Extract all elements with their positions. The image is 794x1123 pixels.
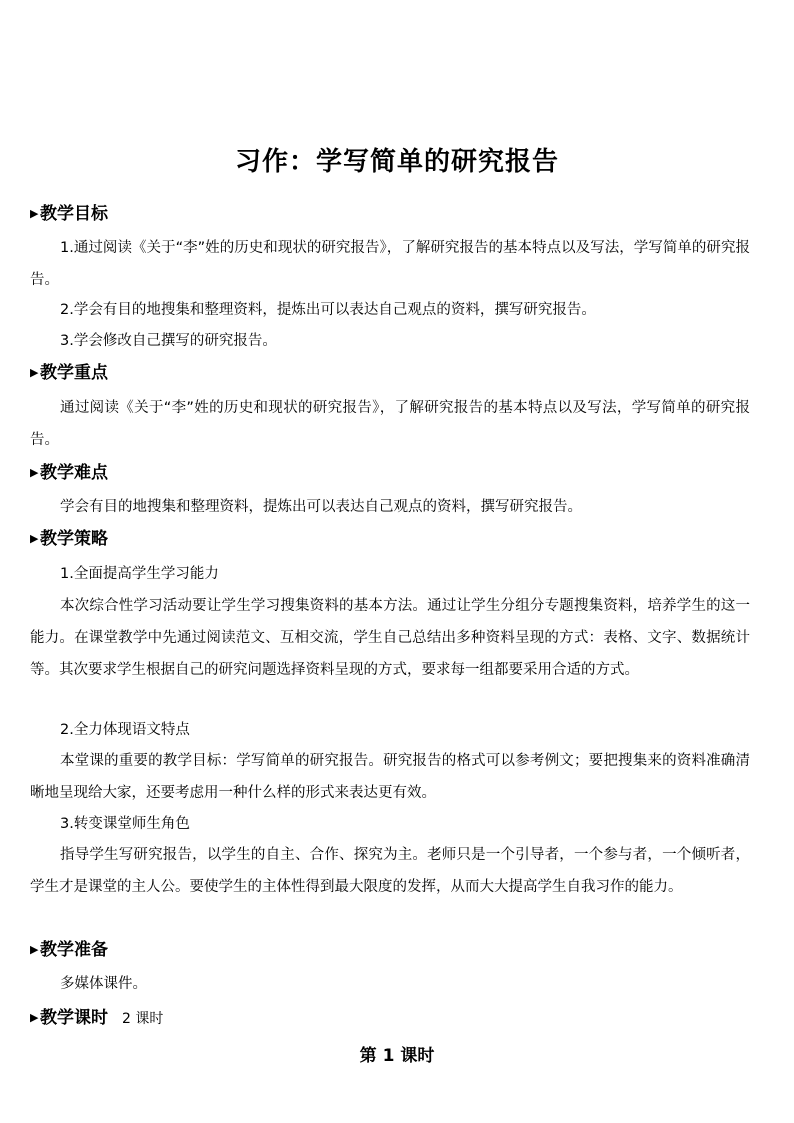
preparation-text: 多媒体课件。 xyxy=(60,976,147,992)
heading-text: 教学准备 xyxy=(40,940,108,960)
section-heading-preparation xyxy=(30,938,108,962)
section-heading-goals xyxy=(30,202,108,226)
triangle-marker-icon: ▶ xyxy=(30,943,39,956)
strategy-text-3: 指导学生写研究报告，以学生的自主、合作、探究为主。老师只是一个引导者，一个参与者，一个倾听者，学生才是课堂的主人公。要使学生的主体性得到最大限度的发挥，从而大大提高学生自我习作的能力。 xyxy=(30,847,750,895)
section-heading-difficulties xyxy=(30,461,108,485)
hours-value: 2 课时 xyxy=(122,1011,164,1027)
goal-item-1: 1.通过阅读《关于“李”姓的历史和现状的研究报告》，了解研究报告的基本特点以及写法，学写简单的研究报告。 xyxy=(30,240,750,288)
document-title: 习作：学写简单的研究报告 xyxy=(234,147,559,177)
heading-text: 教学策略 xyxy=(40,529,108,549)
triangle-marker-icon: ▶ xyxy=(30,207,39,220)
key-points-text: 通过阅读《关于“李”姓的历史和现状的研究报告》，了解研究报告的基本特点以及写法，学写简单的研究报告。 xyxy=(30,400,750,448)
goal-item-2: 2.学会有目的地搜集和整理资料，提炼出可以表达自己观点的资料，撰写研究报告。 xyxy=(60,302,596,318)
heading-text: 教学目标 xyxy=(40,204,108,224)
goal-item-3: 3.学会修改自己撰写的研究报告。 xyxy=(60,333,277,349)
heading-text: 教学课时 xyxy=(40,1008,108,1028)
section-heading-key-points xyxy=(30,361,108,385)
strategy-text-1: 本次综合性学习活动要让学生学习搜集资料的基本方法。通过让学生分组分专题搜集资料，培养学生的这一能力。在课堂教学中先通过阅读范文、互相交流，学生自己总结出多种资料呈现的方式：表格、文字、数据统计等。其次要求学生根据自己的研究问题选择资料呈现的方式，要求每一组都要采用合适的方式。 xyxy=(30,598,750,678)
strategy-title-3: 3.转变课堂师生角色 xyxy=(60,816,190,832)
difficulties-text: 学会有目的地搜集和整理资料，提炼出可以表达自己观点的资料，撰写研究报告。 xyxy=(60,499,582,515)
triangle-marker-icon: ▶ xyxy=(30,466,39,479)
strategy-text-2: 本堂课的重要的教学目标：学写简单的研究报告。研究报告的格式可以参考例文；要把搜集来的资料准确清晰地呈现给大家，还要考虑用一种什么样的形式来表达更有效。 xyxy=(30,753,750,801)
heading-text: 教学重点 xyxy=(40,363,108,383)
heading-text: 教学难点 xyxy=(40,463,108,483)
triangle-marker-icon: ▶ xyxy=(30,532,39,545)
strategy-title-1: 1.全面提高学生学习能力 xyxy=(60,566,219,582)
strategy-title-2: 2.全力体现语文特点 xyxy=(60,722,190,738)
lesson-title: 第 1 课时 xyxy=(359,1046,435,1066)
section-heading-hours xyxy=(30,1006,163,1031)
triangle-marker-icon: ▶ xyxy=(30,366,39,379)
triangle-marker-icon: ▶ xyxy=(30,1011,39,1024)
section-heading-strategies xyxy=(30,527,108,551)
